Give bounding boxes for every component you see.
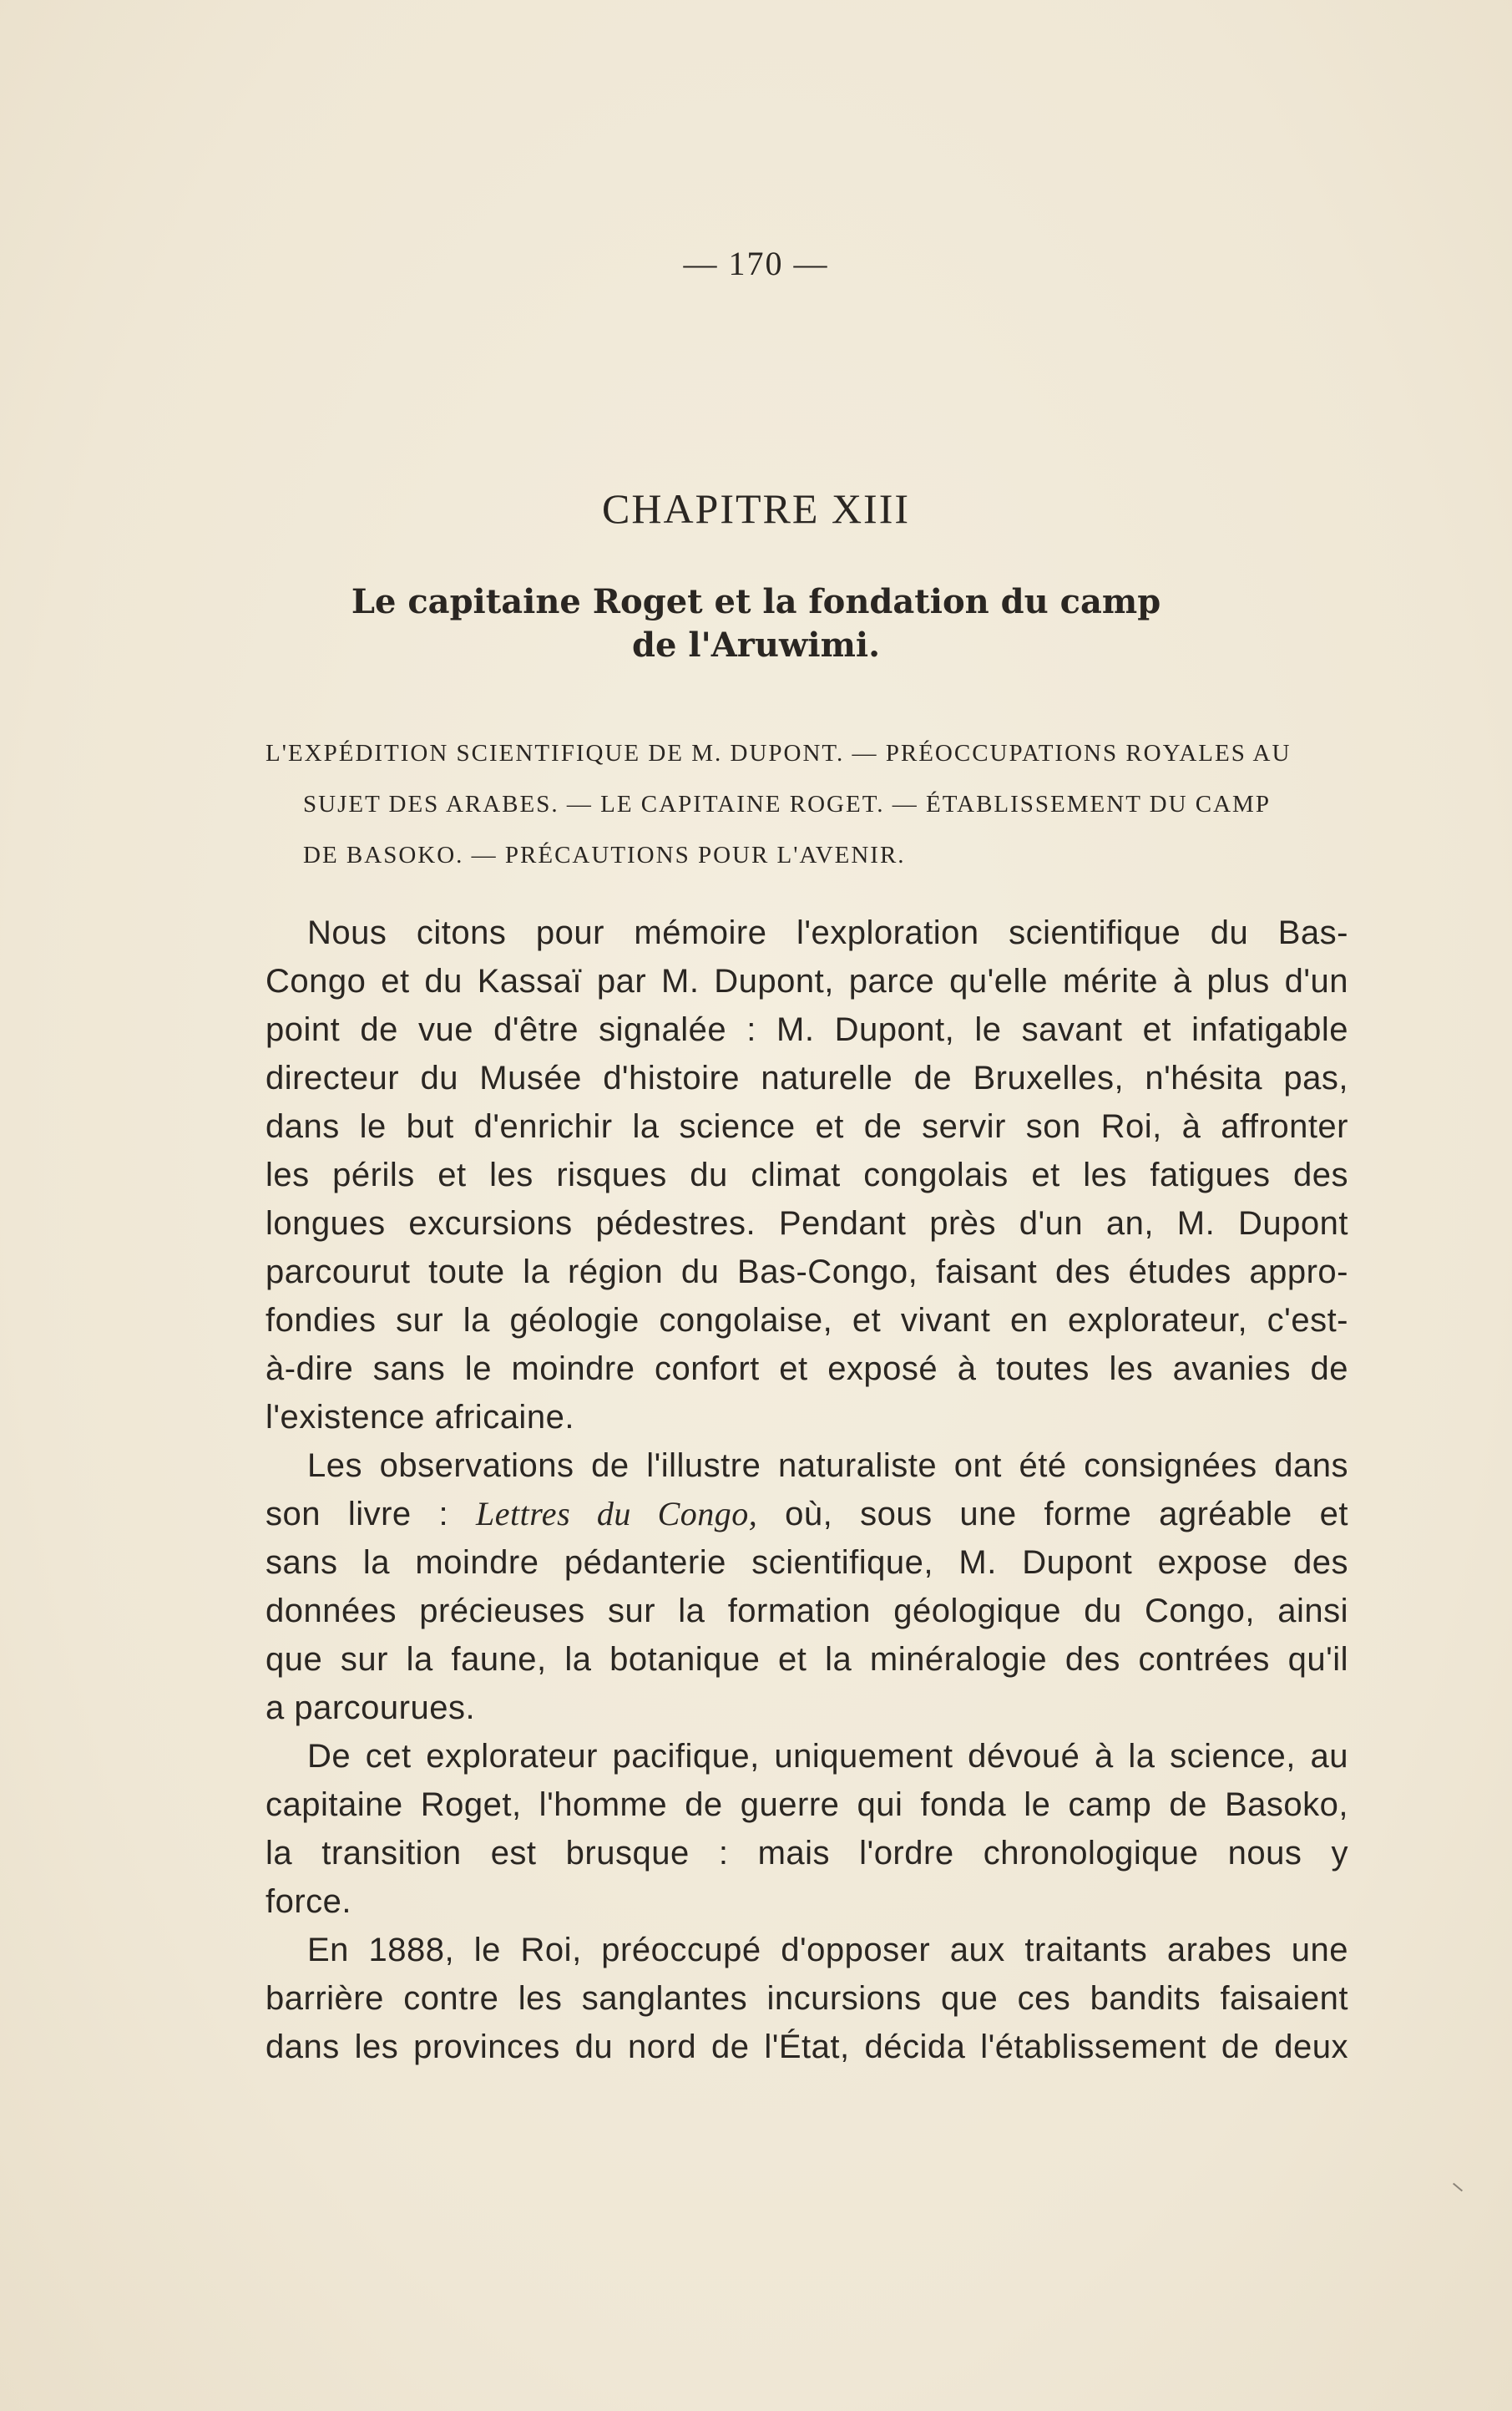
text-line: point de vue d'être signalée : M. Dupont, le savant et infatigable (265, 1011, 1348, 1048)
text-line: parcourut toute la région du Bas-Congo, faisant des études appro- (265, 1254, 1348, 1290)
text-line: longues excursions pédestres. Pendant près d'un an, M. Dupont (265, 1205, 1348, 1242)
paragraph-3 (265, 1732, 1348, 1926)
text-line: sans la moindre pédanterie scientifique, M. Dupont expose des (265, 1544, 1348, 1581)
chapter-title-line-2: de l'Aruwimi. (631, 626, 881, 665)
text-fragment: où, sous une forme agréable et (757, 1496, 1348, 1532)
text-line: Nous citons pour mémoire l'exploration scientifique du Bas- (307, 914, 1348, 951)
text-line: Les observations de l'illustre naturaliste ont été consignées dans (307, 1447, 1348, 1484)
text-line: force. (265, 1883, 352, 1920)
chapter-title (0, 580, 1512, 667)
chapter-summary (265, 728, 1336, 881)
text-line: a parcourues. (265, 1689, 476, 1726)
page-number: — 170 — (683, 245, 829, 282)
paragraph-2 (265, 1441, 1348, 1732)
book-title: Lettres du Congo, (476, 1495, 758, 1532)
text-line-with-italic (265, 1490, 1348, 1538)
text-line: De cet explorateur pacifique, uniquement dévoué à la science, au (307, 1738, 1348, 1775)
text-fragment: son livre : (265, 1496, 476, 1532)
text-line: directeur du Musée d'histoire naturelle de Bruxelles, n'hésita pas, (265, 1060, 1348, 1097)
chapter-title-line-1: Le capitaine Roget et la fondation du camp (351, 582, 1161, 621)
summary-line: SUJET DES ARABES. — LE CAPITAINE ROGET. — ÉTABLISSEMENT DU CAMP (303, 791, 1271, 818)
text-line: capitaine Roget, l'homme de guerre qui fonda le camp de Basoko, (265, 1786, 1348, 1823)
paper-speck (1453, 2183, 1463, 2192)
text-line: Congo et du Kassaï par M. Dupont, parce qu'elle mérite à plus d'un (265, 963, 1348, 1000)
body-text (265, 909, 1348, 2071)
paragraph-1 (265, 909, 1348, 1441)
text-line: l'existence africaine. (265, 1399, 574, 1436)
summary-line: L'EXPÉDITION SCIENTIFIQUE DE M. DUPONT. — PRÉOCCUPATIONS ROYALES AU (265, 740, 1292, 767)
text-line: les périls et les risques du climat congolais et les fatigues des (265, 1157, 1348, 1193)
text-line: que sur la faune, la botanique et la minéralogie des contrées qu'il (265, 1641, 1348, 1678)
text-line: dans les provinces du nord de l'État, décida l'établissement de deux (265, 2029, 1348, 2065)
summary-line: DE BASOKO. — PRÉCAUTIONS POUR L'AVENIR. (303, 842, 906, 869)
text-line: En 1888, le Roi, préoccupé d'opposer aux traitants arabes une (307, 1932, 1348, 1968)
text-line: fondies sur la géologie congolaise, et vivant en explorateur, c'est- (265, 1302, 1348, 1339)
paragraph-4 (265, 1926, 1348, 2071)
text-line: la transition est brusque : mais l'ordre chronologique nous y (265, 1835, 1348, 1872)
text-line: à-dire sans le moindre confort et exposé à toutes les avanies de (265, 1350, 1348, 1387)
text-line: données précieuses sur la formation géologique du Congo, ainsi (265, 1593, 1348, 1629)
text-line: dans le but d'enrichir la science et de servir son Roi, à affronter (265, 1108, 1348, 1145)
chapter-heading: CHAPITRE XIII (601, 485, 911, 532)
text-line: barrière contre les sanglantes incursions que ces bandits faisaient (265, 1980, 1348, 2017)
